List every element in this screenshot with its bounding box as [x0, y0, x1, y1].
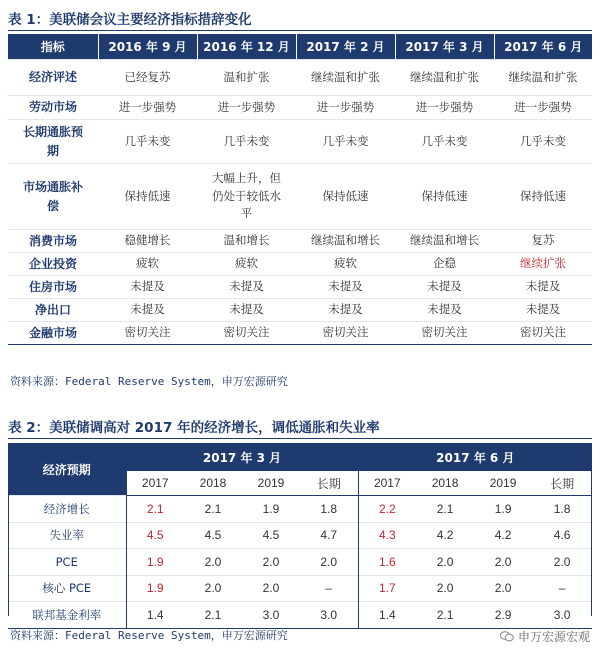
table-cell: 未提及 [296, 276, 395, 299]
table-cell: 已经复苏 [98, 60, 197, 96]
year-header: 2019 [474, 471, 532, 496]
table-cell: 4.2 [416, 522, 474, 549]
table-row [8, 276, 592, 299]
table-cell: 2.0 [184, 549, 242, 576]
row-label: 经济评述 [8, 60, 98, 96]
table-row [8, 120, 592, 164]
table-cell: 2.1 [416, 496, 474, 523]
table-cell: 疲软 [98, 253, 197, 276]
table-cell: 2.9 [474, 602, 532, 629]
table2-group-header: 2017 年 6 月 [358, 443, 592, 471]
table-cell: 进一步强势 [494, 96, 592, 120]
table-cell: 2.0 [532, 549, 592, 576]
table-cell: 进一步强势 [197, 96, 296, 120]
table2-source: 资料来源：Federal Reserve System，申万宏源研究 [10, 629, 288, 642]
table-cell: – [300, 575, 358, 602]
table-row [8, 522, 592, 549]
table2-economic-projections [8, 443, 592, 629]
row-label: 劳动市场 [8, 96, 98, 120]
table-cell: 大幅上升，但仍处于较低水平 [197, 164, 296, 230]
table-cell: 进一步强势 [395, 96, 494, 120]
table1-source: 资料来源：Federal Reserve System，申万宏源研究 [10, 375, 288, 388]
year-header: 长期 [532, 471, 592, 496]
row-label: 核心 PCE [8, 575, 126, 602]
year-header: 2017 [126, 471, 184, 496]
table-row [8, 164, 592, 230]
watermark-text: 申万宏源宏观 [517, 630, 590, 644]
table-row [8, 230, 592, 253]
row-label: 净出口 [8, 299, 98, 322]
table-cell: 4.5 [184, 522, 242, 549]
table-row [8, 549, 592, 576]
table-row [8, 602, 592, 629]
table-cell: 企稳 [395, 253, 494, 276]
table-cell: 1.8 [300, 496, 358, 523]
table1-caption: 表 1：美联储会议主要经济指标措辞变化 [8, 12, 252, 28]
table-cell-highlight: 1.9 [126, 575, 184, 602]
table-cell: 进一步强势 [296, 96, 395, 120]
table-cell: 2.0 [474, 575, 532, 602]
table-cell: 1.4 [358, 602, 416, 629]
table-cell-highlight: 1.9 [126, 549, 184, 576]
row-label: 长期通胀预期 [8, 120, 98, 164]
table-cell: 继续温和扩张 [494, 60, 592, 96]
table-cell: 稳健增长 [98, 230, 197, 253]
row-label: 住房市场 [8, 276, 98, 299]
table-cell: 未提及 [395, 299, 494, 322]
table-cell: 未提及 [494, 276, 592, 299]
row-label: 经济增长 [8, 496, 126, 523]
year-header: 长期 [300, 471, 358, 496]
table-cell: 2.0 [184, 575, 242, 602]
table-cell: 4.5 [242, 522, 300, 549]
table-cell: 密切关注 [494, 322, 592, 345]
table-cell: 保持低速 [296, 164, 395, 230]
table2-top-rule [8, 438, 592, 439]
table-cell-highlight: 4.3 [358, 522, 416, 549]
table-row [8, 253, 592, 276]
table-cell: 继续温和增长 [395, 230, 494, 253]
year-header: 2018 [184, 471, 242, 496]
table-cell: 温和扩张 [197, 60, 296, 96]
table-row [8, 96, 592, 120]
table1-header-row [8, 34, 592, 60]
table-cell: 4.7 [300, 522, 358, 549]
table-cell-highlight: 2.2 [358, 496, 416, 523]
row-label: 消费市场 [8, 230, 98, 253]
table-cell-highlight: 2.1 [126, 496, 184, 523]
year-header: 2019 [242, 471, 300, 496]
table-cell: 几乎未变 [395, 120, 494, 164]
table-cell: 未提及 [494, 299, 592, 322]
table1-header-cell: 指标 [8, 34, 98, 60]
table-cell: 4.6 [532, 522, 592, 549]
row-label: 金融市场 [8, 322, 98, 345]
table-cell: 保持低速 [98, 164, 197, 230]
table-cell: 1.8 [532, 496, 592, 523]
table-cell: 温和增长 [197, 230, 296, 253]
table-cell: 2.0 [242, 575, 300, 602]
table2-corner-header: 经济预期 [8, 443, 126, 496]
year-header: 2018 [416, 471, 474, 496]
table-cell: 几乎未变 [494, 120, 592, 164]
table-cell: 未提及 [296, 299, 395, 322]
table-cell: 进一步强势 [98, 96, 197, 120]
table1-header-cell: 2017 年 3 月 [395, 34, 494, 60]
table-cell: 2.0 [416, 549, 474, 576]
table1-header-cell: 2016 年 12 月 [197, 34, 296, 60]
table-cell: 密切关注 [395, 322, 494, 345]
table-cell: 1.9 [474, 496, 532, 523]
table-cell: 密切关注 [296, 322, 395, 345]
table-cell-highlight: 继续扩张 [494, 253, 592, 276]
table-cell: 2.1 [184, 496, 242, 523]
table-cell-highlight: 4.5 [126, 522, 184, 549]
table-cell: 密切关注 [98, 322, 197, 345]
row-label: 失业率 [8, 522, 126, 549]
table-cell: 3.0 [242, 602, 300, 629]
table1-header-cell: 2016 年 9 月 [98, 34, 197, 60]
table-cell: 继续温和扩张 [296, 60, 395, 96]
table-cell: 继续温和扩张 [395, 60, 494, 96]
table1-top-rule [8, 30, 592, 31]
table-cell: 未提及 [197, 299, 296, 322]
table-cell: 几乎未变 [197, 120, 296, 164]
table-cell: 3.0 [300, 602, 358, 629]
table2-caption: 表 2：美联储调高对 2017 年的经济增长，调低通胀和失业率 [8, 420, 380, 436]
table-cell: 密切关注 [197, 322, 296, 345]
table-row [8, 322, 592, 345]
table-cell: 2.0 [416, 575, 474, 602]
table-cell: – [532, 575, 592, 602]
table-cell: 继续温和增长 [296, 230, 395, 253]
table-cell: 2.1 [184, 602, 242, 629]
watermark [500, 628, 590, 645]
table2-group-header: 2017 年 3 月 [126, 443, 358, 471]
table-cell: 2.0 [300, 549, 358, 576]
table-row [8, 496, 592, 523]
table-cell: 保持低速 [395, 164, 494, 230]
table-cell: 1.9 [242, 496, 300, 523]
table-cell: 疲软 [197, 253, 296, 276]
table-row [8, 575, 592, 602]
wechat-icon [500, 631, 514, 642]
table-cell: 2.0 [474, 549, 532, 576]
row-label: 联邦基金利率 [8, 602, 126, 629]
table-cell: 几乎未变 [98, 120, 197, 164]
table-cell: 复苏 [494, 230, 592, 253]
table-cell: 1.4 [126, 602, 184, 629]
table-cell: 未提及 [98, 276, 197, 299]
table-cell: 保持低速 [494, 164, 592, 230]
table-row [8, 299, 592, 322]
table-cell: 未提及 [98, 299, 197, 322]
row-label: PCE [8, 549, 126, 576]
table1-header-cell: 2017 年 2 月 [296, 34, 395, 60]
table-cell: 未提及 [395, 276, 494, 299]
table1-header-cell: 2017 年 6 月 [494, 34, 592, 60]
table-cell: 2.0 [242, 549, 300, 576]
year-header: 2017 [358, 471, 416, 496]
table-cell: 2.1 [416, 602, 474, 629]
row-label: 市场通胀补偿 [8, 164, 98, 230]
table-cell: 3.0 [532, 602, 592, 629]
table-row [8, 60, 592, 96]
table-cell: 未提及 [197, 276, 296, 299]
table-cell-highlight: 1.6 [358, 549, 416, 576]
table2-group-header-row [8, 443, 592, 471]
table-cell: 4.2 [474, 522, 532, 549]
row-label: 企业投资 [8, 253, 98, 276]
table-cell-highlight: 1.7 [358, 575, 416, 602]
table1-indicator-wording [8, 34, 592, 345]
table-cell: 几乎未变 [296, 120, 395, 164]
table-cell: 疲软 [296, 253, 395, 276]
